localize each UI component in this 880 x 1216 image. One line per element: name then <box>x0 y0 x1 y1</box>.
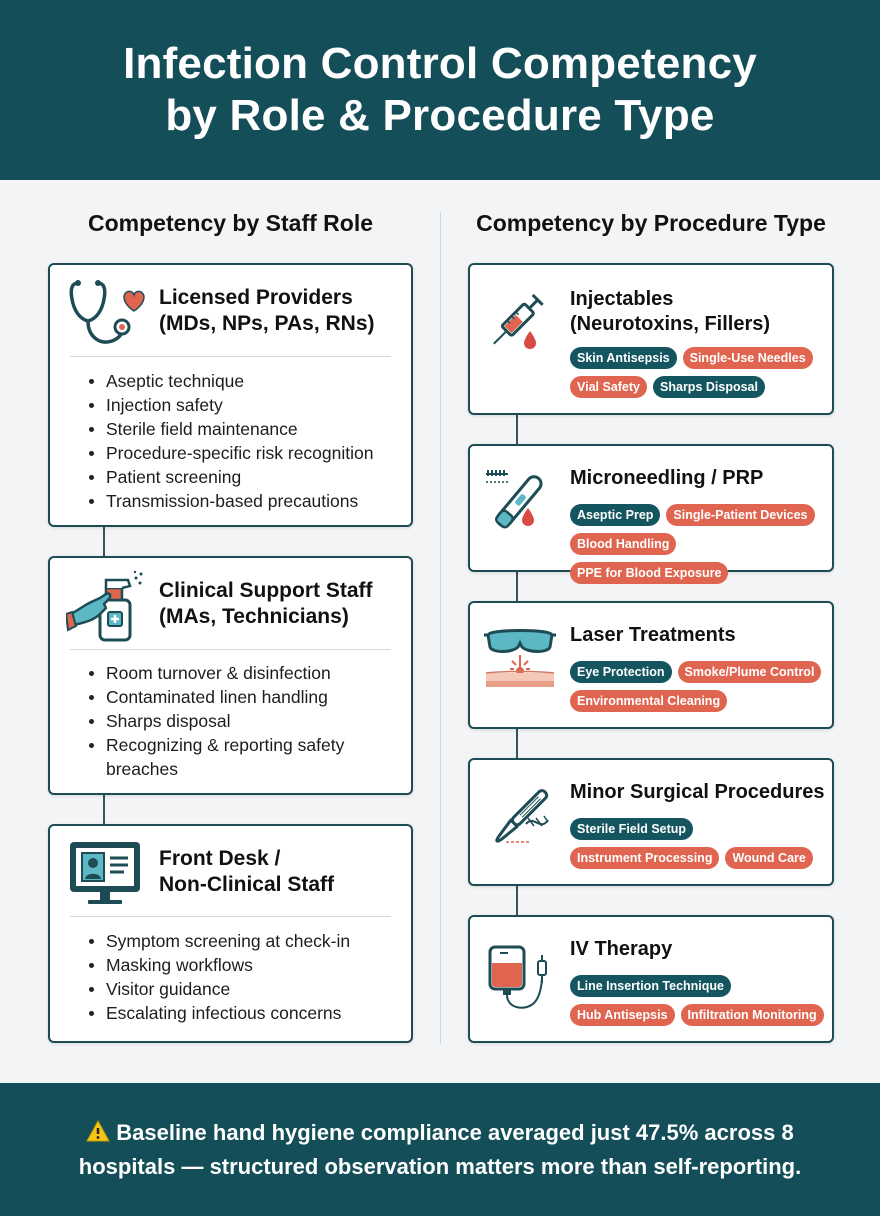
computer-monitor-profile-icon <box>66 836 146 910</box>
procedure-title: Laser Treatments <box>570 624 736 646</box>
procedure-tag-list <box>570 504 832 584</box>
procedure-title <box>570 287 770 337</box>
procedure-tag-list <box>570 661 832 712</box>
syringe-drop-icon <box>482 281 558 357</box>
procedure-tag-list <box>570 347 832 398</box>
competency-tag: Instrument Processing <box>570 847 719 869</box>
procedure-card-microneedling <box>468 444 834 580</box>
procedure-card-injectables <box>468 263 834 415</box>
list-item: Room turnover & disinfection <box>106 661 399 685</box>
footer-note <box>40 1117 840 1183</box>
card-separator <box>70 356 391 357</box>
competency-tag: Blood Handling <box>570 533 676 555</box>
competency-tag: Skin Antisepsis <box>570 347 677 369</box>
footer-text: Baseline hand hygiene compliance averaged just 47.5% across 8 hospitals — structured observation matters more than self-reporting. <box>78 1119 802 1179</box>
procedure-tag-list <box>570 975 832 1026</box>
procedure-card-laser <box>468 601 834 729</box>
list-item: Contaminated linen handling <box>106 685 399 709</box>
competency-tag: Sterile Field Setup <box>570 818 693 840</box>
list-item: Patient screening <box>106 465 399 489</box>
role-title <box>159 846 334 898</box>
role-title-line2: (MAs, Technicians) <box>159 605 349 628</box>
role-competency-list <box>106 369 399 513</box>
role-card-clinical-support <box>48 556 413 795</box>
role-title-line2: Non-Clinical Staff <box>159 873 335 896</box>
gloved-hand-spray-bottle-icon <box>66 568 146 642</box>
list-item: Sterile field maintenance <box>106 417 399 441</box>
role-title-line1: Clinical Support Staff <box>159 579 373 602</box>
card-separator <box>70 916 391 917</box>
procedure-title-line2: (Neurotoxins, Fillers) <box>570 313 771 335</box>
procedure-title-line1: Injectables <box>570 288 674 310</box>
list-item: Procedure-specific risk recognition <box>106 441 399 465</box>
procedure-card-minor-surgical <box>468 758 834 886</box>
competency-tag: Infiltration Monitoring <box>681 1004 824 1026</box>
connector-line <box>103 527 105 556</box>
list-item: Injection safety <box>106 393 399 417</box>
footer-banner <box>0 1083 880 1216</box>
role-title <box>159 285 375 337</box>
role-title <box>159 578 373 630</box>
competency-tag: Sharps Disposal <box>653 376 765 398</box>
competency-tag: PPE for Blood Exposure <box>570 562 728 584</box>
competency-tag: Single-Use Needles <box>683 347 813 369</box>
competency-tag: Smoke/Plume Control <box>678 661 822 683</box>
procedure-title: Microneedling / PRP <box>570 467 764 489</box>
list-item: Aseptic technique <box>106 369 399 393</box>
warning-icon <box>86 1119 110 1151</box>
list-item: Symptom screening at check-in <box>106 929 399 953</box>
procedure-type-column-title: Competency by Procedure Type <box>476 210 826 236</box>
connector-line <box>516 886 518 915</box>
list-item: Visitor guidance <box>106 977 399 1001</box>
laser-goggles-icon <box>482 621 558 697</box>
connector-line <box>103 795 105 824</box>
procedure-card-iv-therapy <box>468 915 834 1043</box>
competency-tag: Line Insertion Technique <box>570 975 731 997</box>
header-banner <box>0 0 880 180</box>
scalpel-suture-icon <box>482 780 558 856</box>
competency-tag: Single-Patient Devices <box>666 504 814 526</box>
page-title <box>123 38 757 142</box>
competency-tag: Aseptic Prep <box>570 504 660 526</box>
column-divider <box>440 212 441 1044</box>
role-competency-list <box>106 929 399 1025</box>
role-title-line2: (MDs, NPs, PAs, RNs) <box>159 312 375 335</box>
connector-line <box>516 415 518 444</box>
connector-line <box>516 729 518 758</box>
role-title-line1: Licensed Providers <box>159 286 353 309</box>
competency-tag: Environmental Cleaning <box>570 690 727 712</box>
competency-tag: Wound Care <box>725 847 812 869</box>
list-item: Masking workflows <box>106 953 399 977</box>
page-title-line1: Infection Control Competency <box>123 39 757 88</box>
microneedling-pen-icon <box>482 464 558 540</box>
list-item: Sharps disposal <box>106 709 399 733</box>
competency-tag: Eye Protection <box>570 661 672 683</box>
list-item: Recognizing & reporting safety breaches <box>106 733 366 781</box>
procedure-title: IV Therapy <box>570 938 673 960</box>
role-title-line1: Front Desk / <box>159 847 281 870</box>
competency-tag: Vial Safety <box>570 376 647 398</box>
staff-role-column-title: Competency by Staff Role <box>88 210 373 236</box>
role-card-front-desk <box>48 824 413 1043</box>
procedure-title: Minor Surgical Procedures <box>570 781 825 803</box>
iv-bag-icon <box>482 939 558 1015</box>
list-item: Escalating infectious concerns <box>106 1001 399 1025</box>
procedure-tag-list <box>570 818 832 869</box>
stethoscope-heart-icon <box>66 275 146 349</box>
role-competency-list <box>106 661 399 781</box>
competency-tag: Hub Antisepsis <box>570 1004 675 1026</box>
card-separator <box>70 649 391 650</box>
role-card-licensed-providers <box>48 263 413 527</box>
list-item: Transmission-based precautions <box>106 489 399 513</box>
connector-line <box>516 572 518 601</box>
page-title-line2: by Role & Procedure Type <box>165 91 715 140</box>
